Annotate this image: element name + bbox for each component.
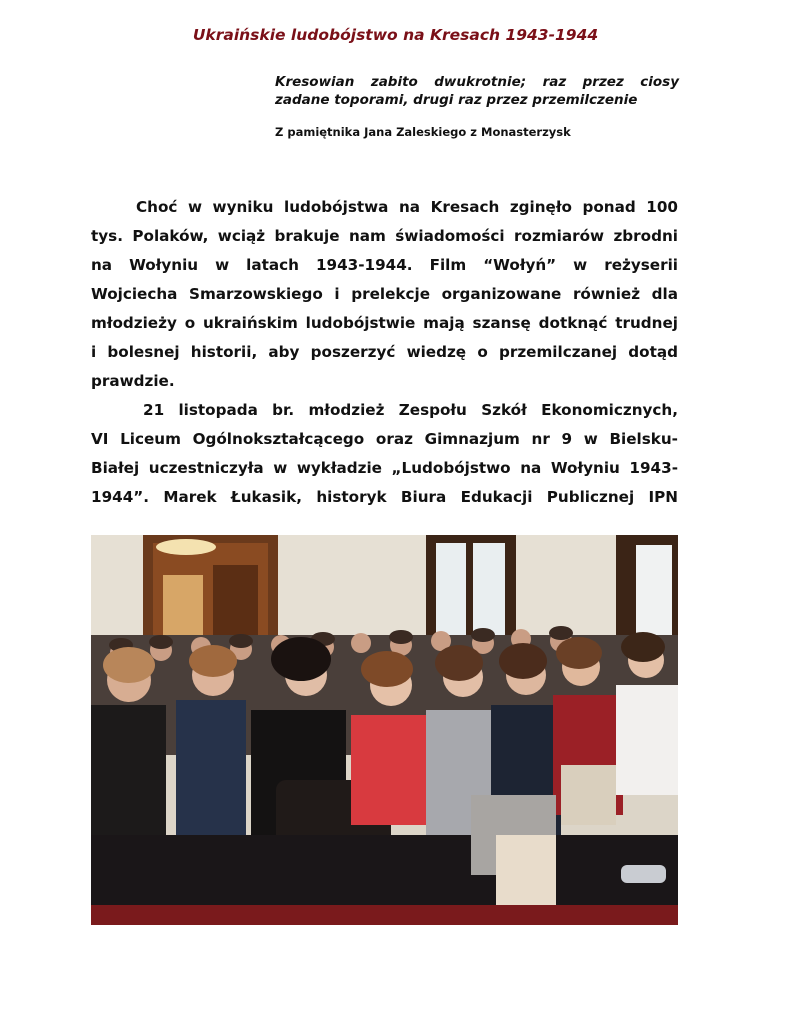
photo-audience bbox=[91, 535, 678, 925]
paragraph-line: VI Liceum Ogólnokształcącego oraz Gimnazjum nr 9 w Bielsku- bbox=[91, 430, 678, 448]
paragraph-line: prawdzie. bbox=[91, 372, 175, 390]
photo-audience-icon bbox=[91, 535, 678, 925]
paragraph-line: i bolesnej historii, aby poszerzyć wiedzę o przemilczanej dotąd bbox=[91, 343, 678, 361]
paragraph-line: 1944”. Marek Łukasik, historyk Biura Edukacji Publicznej IPN bbox=[91, 488, 678, 506]
motto-line: Kresowian zabito dwukrotnie; raz przez ciosy bbox=[275, 74, 679, 90]
motto-line: zadane toporami, drugi raz przez przemilczenie bbox=[275, 92, 638, 108]
paragraph-line: na Wołyniu w latach 1943-1944. Film “Wołyń” w reżyserii bbox=[91, 256, 678, 274]
paragraph-line: Wojciecha Smarzowskiego i prelekcje organizowane również dla bbox=[91, 285, 678, 303]
paragraph-line: Białej uczestniczyła w wykładzie „Ludobójstwo na Wołyniu 1943- bbox=[91, 459, 678, 477]
motto-quote bbox=[275, 73, 679, 109]
paragraph-line: 21 listopada br. młodzież Zespołu Szkół Ekonomicznych, bbox=[143, 401, 678, 419]
paragraph-line: młodzieży o ukraińskim ludobójstwie mają szansę dotknąć trudnej bbox=[91, 314, 678, 332]
article-body bbox=[91, 193, 678, 512]
paragraph-line: tys. Polaków, wciąż brakuje nam świadomości rozmiarów zbrodni bbox=[91, 227, 678, 245]
motto-source: Z pamiętnika Jana Zaleskiego z Monasterzysk bbox=[275, 125, 571, 139]
paragraph-line: Choć w wyniku ludobójstwa na Kresach zginęło ponad 100 bbox=[136, 198, 678, 216]
page-title: Ukraińskie ludobójstwo na Kresach 1943-1944 bbox=[192, 26, 599, 44]
